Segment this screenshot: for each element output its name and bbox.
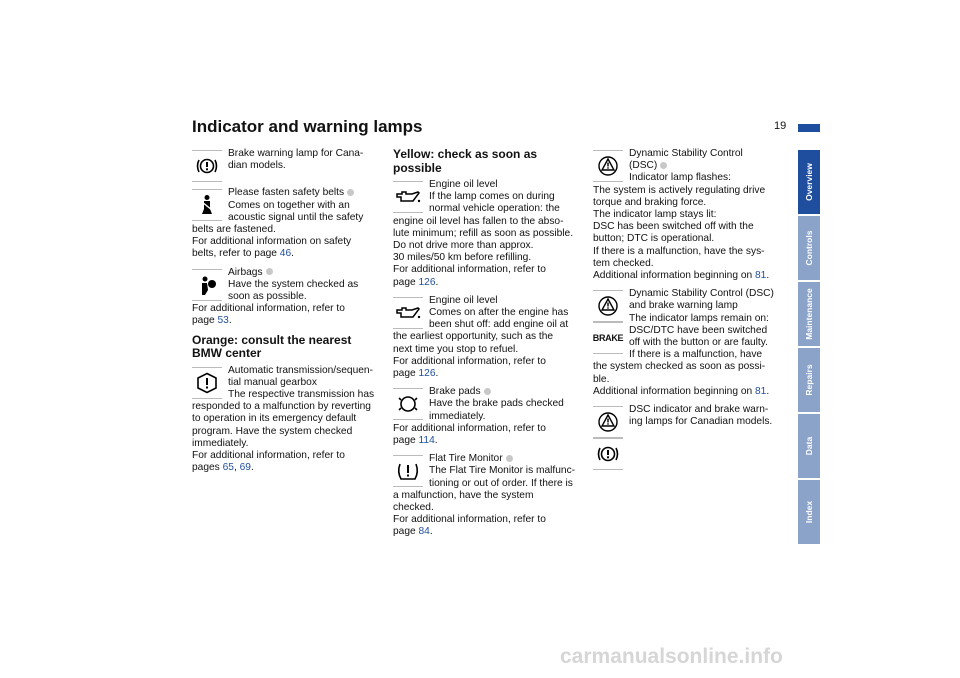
text-line: Dynamic Stability Control	[629, 148, 743, 159]
text-line: DSC indicator and brake warn-	[629, 404, 769, 416]
brake-pads-icon	[393, 388, 423, 420]
status-dot	[347, 189, 354, 196]
entry-oil-level-2	[393, 295, 588, 380]
text-line: For additional information, refer to	[192, 450, 345, 462]
section-heading-orange: Orange: consult the nearest BMW center	[192, 332, 352, 361]
flat-tire-icon	[393, 455, 423, 487]
text-line: For additional information, refer to	[393, 422, 546, 434]
entry-brake-canada	[192, 148, 384, 172]
text-line: page 126.	[393, 368, 439, 380]
text-line: and brake warning lamp	[629, 300, 738, 312]
entry-dsc-brake	[593, 288, 785, 398]
brake-warning-icon	[593, 438, 623, 470]
text-line: lute minimum; refill as soon as possible.	[393, 227, 574, 239]
text-line: a malfunction, have the system	[393, 489, 534, 501]
text-line: If there is a malfunction, have	[629, 349, 763, 361]
tab-label: Data	[804, 436, 814, 456]
text-line: Brake warning lamp for Cana-	[228, 148, 364, 159]
tab-repairs[interactable]	[798, 348, 820, 412]
text-line: program. Have the system checked	[192, 425, 353, 437]
brake-text-icon	[593, 322, 623, 354]
tab-label: Controls	[804, 230, 814, 266]
text-line: 30 miles/50 km before refilling.	[393, 252, 532, 264]
text-line: Have the brake pads checked	[429, 398, 564, 410]
text-line: Additional information beginning on 81.	[593, 270, 770, 282]
status-dot	[266, 268, 273, 275]
text-line: checked.	[393, 502, 434, 514]
text-line: responded to a malfunction by reverting	[192, 401, 371, 413]
watermark: carmanualsonline.info	[560, 645, 783, 668]
text-line: acoustic signal until the safety	[228, 211, 364, 223]
chapter-tabs	[798, 150, 820, 546]
brake-warning-icon	[192, 150, 222, 182]
text-line: Indicator lamp flashes:	[629, 172, 731, 184]
page-link[interactable]: 81	[754, 270, 767, 282]
text-line: Flat Tire Monitor	[429, 453, 588, 465]
text-line: The system is actively regulating drive	[593, 184, 766, 196]
column-3	[593, 148, 785, 470]
text-line: ble.	[593, 373, 610, 385]
text-line: If the lamp comes on during	[429, 191, 555, 203]
text-line: If there is a malfunction, have the sys-	[593, 245, 765, 257]
transmission-warning-icon	[192, 367, 222, 399]
entry-flat-tire-monitor	[393, 453, 588, 538]
status-dot	[506, 455, 513, 462]
text-line: The indicator lamp stays lit:	[593, 209, 717, 221]
brake-label: BRAKE	[592, 333, 624, 344]
text-line: Engine oil level	[429, 179, 498, 190]
entry-oil-level-1	[393, 179, 588, 289]
tab-label: Index	[804, 500, 814, 524]
text-line: tem checked.	[593, 257, 654, 269]
status-dot	[484, 388, 491, 395]
page-link[interactable]: 46	[279, 248, 292, 260]
text-line: For additional information, refer to	[393, 514, 546, 526]
text-line: (DSC)	[629, 160, 785, 172]
text-line: Engine oil level	[429, 294, 498, 306]
text-line: page 114.	[393, 435, 438, 447]
text-line: tial manual gearbox	[228, 376, 317, 388]
page-marker	[798, 124, 820, 132]
text-line: page 126.	[393, 276, 439, 288]
page-link[interactable]: 69	[239, 462, 251, 474]
text-line: torque and braking force.	[593, 196, 707, 208]
text-line: immediately.	[192, 437, 249, 449]
airbag-icon	[192, 269, 222, 301]
tab-label: Overview	[804, 163, 814, 201]
oil-can-icon	[393, 297, 423, 329]
text-line: belts, refer to page 46.	[192, 248, 294, 260]
column-2	[393, 148, 588, 539]
text-line: next time you stop to refuel.	[393, 343, 519, 355]
column-1	[192, 148, 384, 474]
entry-airbags	[192, 267, 384, 328]
text-line: off with the button or are faulty.	[629, 337, 768, 349]
text-line: the system checked as soon as possi-	[593, 361, 766, 373]
entry-safety-belts	[192, 187, 384, 260]
page-link[interactable]: 81	[754, 385, 767, 397]
text-line: Dynamic Stability Control (DSC)	[629, 288, 774, 300]
tab-data[interactable]	[798, 414, 820, 478]
status-dot	[660, 162, 667, 169]
text-line: page 53.	[192, 315, 232, 327]
dsc-triangle-icon	[593, 406, 623, 438]
page-number: 19	[774, 120, 787, 132]
text-line: Do not drive more than approx.	[393, 240, 534, 252]
text-line: Comes on after the engine has	[429, 307, 569, 319]
tab-index[interactable]	[798, 480, 820, 544]
page-title: Indicator and warning lamps	[192, 117, 423, 136]
text-line: page 84.	[393, 526, 433, 538]
seatbelt-icon	[192, 189, 222, 221]
entry-brake-pads	[393, 386, 588, 447]
text-line: pages 65, 69.	[192, 462, 254, 474]
text-line: The respective transmission has	[228, 389, 375, 401]
entry-dsc-canada	[593, 404, 785, 470]
text-line: Additional information beginning on 81.	[593, 385, 770, 397]
text-line: For additional information, refer to	[393, 355, 546, 367]
text-line: dian models.	[228, 160, 286, 172]
text-line: to operation in its emergency default	[192, 413, 357, 425]
text-line: been shut off: add engine oil at	[429, 319, 569, 331]
text-line: Please fasten safety belts	[228, 187, 384, 199]
tab-label: Repairs	[804, 364, 814, 396]
text-line: For additional information, refer to	[393, 264, 546, 276]
text-line: DSC has been switched off with the	[593, 221, 754, 233]
page-link[interactable]: 53	[217, 315, 229, 327]
text-line: button; DTC is operational.	[593, 233, 715, 245]
text-line: The Flat Tire Monitor is malfunc-	[429, 465, 576, 477]
oil-can-icon	[393, 181, 423, 213]
text-line: The indicator lamps remain on:	[629, 312, 769, 324]
page-link[interactable]: 84	[418, 526, 430, 538]
text-line: ing lamps for Canadian models.	[629, 416, 773, 428]
entry-dsc	[593, 148, 785, 282]
text-line: Comes on together with an	[228, 199, 350, 211]
text-line: normal vehicle operation: the	[429, 203, 560, 215]
text-line: Have the system checked as	[228, 278, 359, 290]
text-line: engine oil level has fallen to the abso-	[393, 215, 564, 227]
text-line: immediately.	[429, 410, 486, 422]
page-link[interactable]: 65	[222, 462, 234, 474]
text-line: For additional information, refer to	[192, 303, 345, 315]
tab-label: Maintenance	[804, 288, 814, 340]
page-link[interactable]: 126	[418, 276, 436, 288]
page-link[interactable]: 126	[418, 368, 436, 380]
text-line: Brake pads	[429, 386, 588, 398]
dsc-triangle-icon	[593, 290, 623, 322]
text-line: DSC/DTC have been switched	[629, 324, 768, 336]
tab-controls[interactable]	[798, 216, 820, 280]
tab-maintenance[interactable]	[798, 282, 820, 346]
tab-overview[interactable]	[798, 150, 820, 214]
text-line: the earliest opportunity, such as the	[393, 331, 554, 343]
section-heading-yellow: Yellow: check as soon as possible	[393, 147, 538, 175]
entry-transmission	[192, 365, 384, 475]
text-line: belts are fastened.	[192, 224, 276, 236]
text-line: soon as possible.	[228, 291, 307, 303]
text-line: Airbags	[228, 267, 384, 279]
text-line: Automatic transmission/sequen-	[228, 364, 373, 376]
text-line: For additional information on safety	[192, 236, 352, 248]
page-link[interactable]: 114	[418, 435, 435, 447]
dsc-triangle-icon	[593, 150, 623, 182]
text-line: tioning or out of order. If there is	[429, 477, 573, 489]
